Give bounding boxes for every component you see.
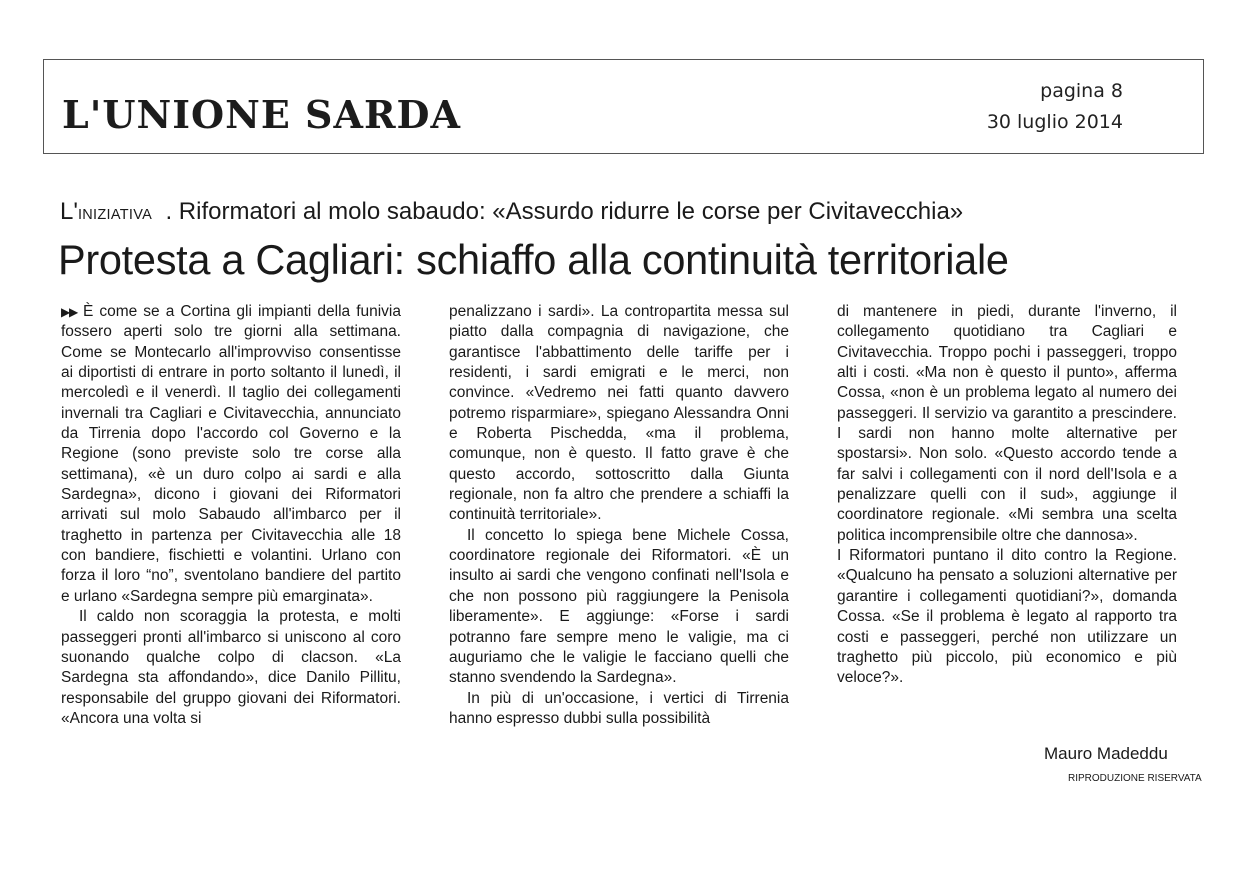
article-column-3 bbox=[837, 302, 1177, 689]
article-author: Mauro Madeddu bbox=[1044, 744, 1168, 763]
publication-date: 30 luglio 2014 bbox=[986, 111, 1123, 133]
newspaper-logo: L'UNIONE SARDA bbox=[62, 92, 461, 137]
article-paragraph: penalizzano i sardi». La contropartita messa sul piatto dalla compagnia di navigazione, che garantisce l'abbattimento delle tariffe per i residenti, i sardi emigrati e le merci, non convince. «Vedremo nei fatti quanto davvero potremo risparmiare», spiegano Alessandra Onni e Roberta Pischedda, «ma il problema, comunque, non è questo. Il fatto grave è che questo accordo, sottoscritto dalla Giunta regionale, non fa altro che prendere a schiaffi la continuità territoriale». bbox=[449, 303, 789, 524]
article-paragraph: Il concetto lo spiega bene Michele Cossa, coordinatore regionale dei Riformatori. «È un insulto ai sardi che vengono confinati nell'Isola e che non possono più raggiungere la Penisola liberamente». E aggiunge: «Forse i sardi potranno fare sempre meno le valigie, ma ci auguriamo che le valigie le facciano quelli che stanno svendendo la Sardegna». bbox=[449, 526, 789, 687]
kicker-separator: . bbox=[165, 198, 173, 225]
article-paragraph: I Riformatori puntano il dito contro la Regione. «Qualcuno ha pensato a soluzioni alternative per garantire i collegamenti quotidiani?», domanda Cossa. «Se il problema è legato al rapporto tra costi e passeggeri, perché non utilizzare un traghetto più piccolo, più economico e più veloce?». bbox=[837, 547, 1177, 687]
article-paragraph: In più di un'occasione, i vertici di Tirrenia hanno espresso dubbi sulla possibilità bbox=[449, 689, 789, 727]
masthead bbox=[43, 59, 1204, 154]
kicker-text: Riformatori al molo sabaudo: «Assurdo ridurre le corse per Civitavecchia» bbox=[178, 198, 964, 225]
lead-arrow-icon: ▶▶ bbox=[61, 305, 77, 319]
kicker-section: INIZIATIVA bbox=[77, 207, 153, 223]
page-number: pagina 8 bbox=[1040, 80, 1123, 102]
article-column-2 bbox=[449, 302, 789, 729]
article-paragraph: È come se a Cortina gli impianti della funivia fossero aperti solo tre giorni alla settimana. Come se Montecarlo all'improvviso consentisse ai diportisti di entrare in porto soltanto il lunedì, il mercoledì e il venerdì. Il taglio dei collegamenti invernali tra Cagliari e Civitavecchia, annunciato da Tirrenia dopo l'accordo col Governo e la Regione (sono previste solo tre corse alla settimana), «è un duro colpo ai sardi e alla Sardegna», dicono i giovani dei Riformatori arrivati sul molo Sabaudo all'imbarco per il traghetto in partenza per Civitavecchia alle 18 con bandiere, fischietti e volantini. Urlano con forza il loro “no”, sventolano bandiere del partito e urlano «Sardegna sempre più emarginata». bbox=[61, 303, 401, 605]
kicker-prefix: L' bbox=[60, 198, 78, 225]
article-column-1 bbox=[61, 302, 401, 729]
article-headline: Protesta a Cagliari: schiaffo alla continuità territoriale bbox=[58, 236, 1009, 283]
rights-notice: RIPRODUZIONE RISERVATA bbox=[1068, 773, 1202, 784]
article-paragraph: Il caldo non scoraggia la protesta, e molti passeggeri pronti all'imbarco si uniscono al coro suonando qualche colpo di clacson. «La Sardegna sta affondando», dice Danilo Pillitu, responsabile del gruppo giovani dei Riformatori. «Ancora una volta si bbox=[61, 608, 401, 727]
article-paragraph: di mantenere in piedi, durante l'inverno, il collegamento quotidiano tra Cagliari e Civitavecchia. Troppo pochi i passeggeri, troppo alti i costi. «Ma non è questo il punto», afferma Cossa, «non è un problema legato al numero dei passeggeri. Il servizio va garantito a prescindere. I sardi non hanno molte alternative per spostarsi». Non solo. «Questo accordo tende a far salvi i collegamenti con il nord dell'Isola e a penalizzare quelli con il sud», aggiunge il coordinatore regionale. «Mi sembra una scelta politica incomprensibile oltre che dannosa». bbox=[837, 303, 1177, 544]
article-kicker bbox=[60, 198, 963, 226]
page-meta bbox=[987, 76, 1123, 138]
